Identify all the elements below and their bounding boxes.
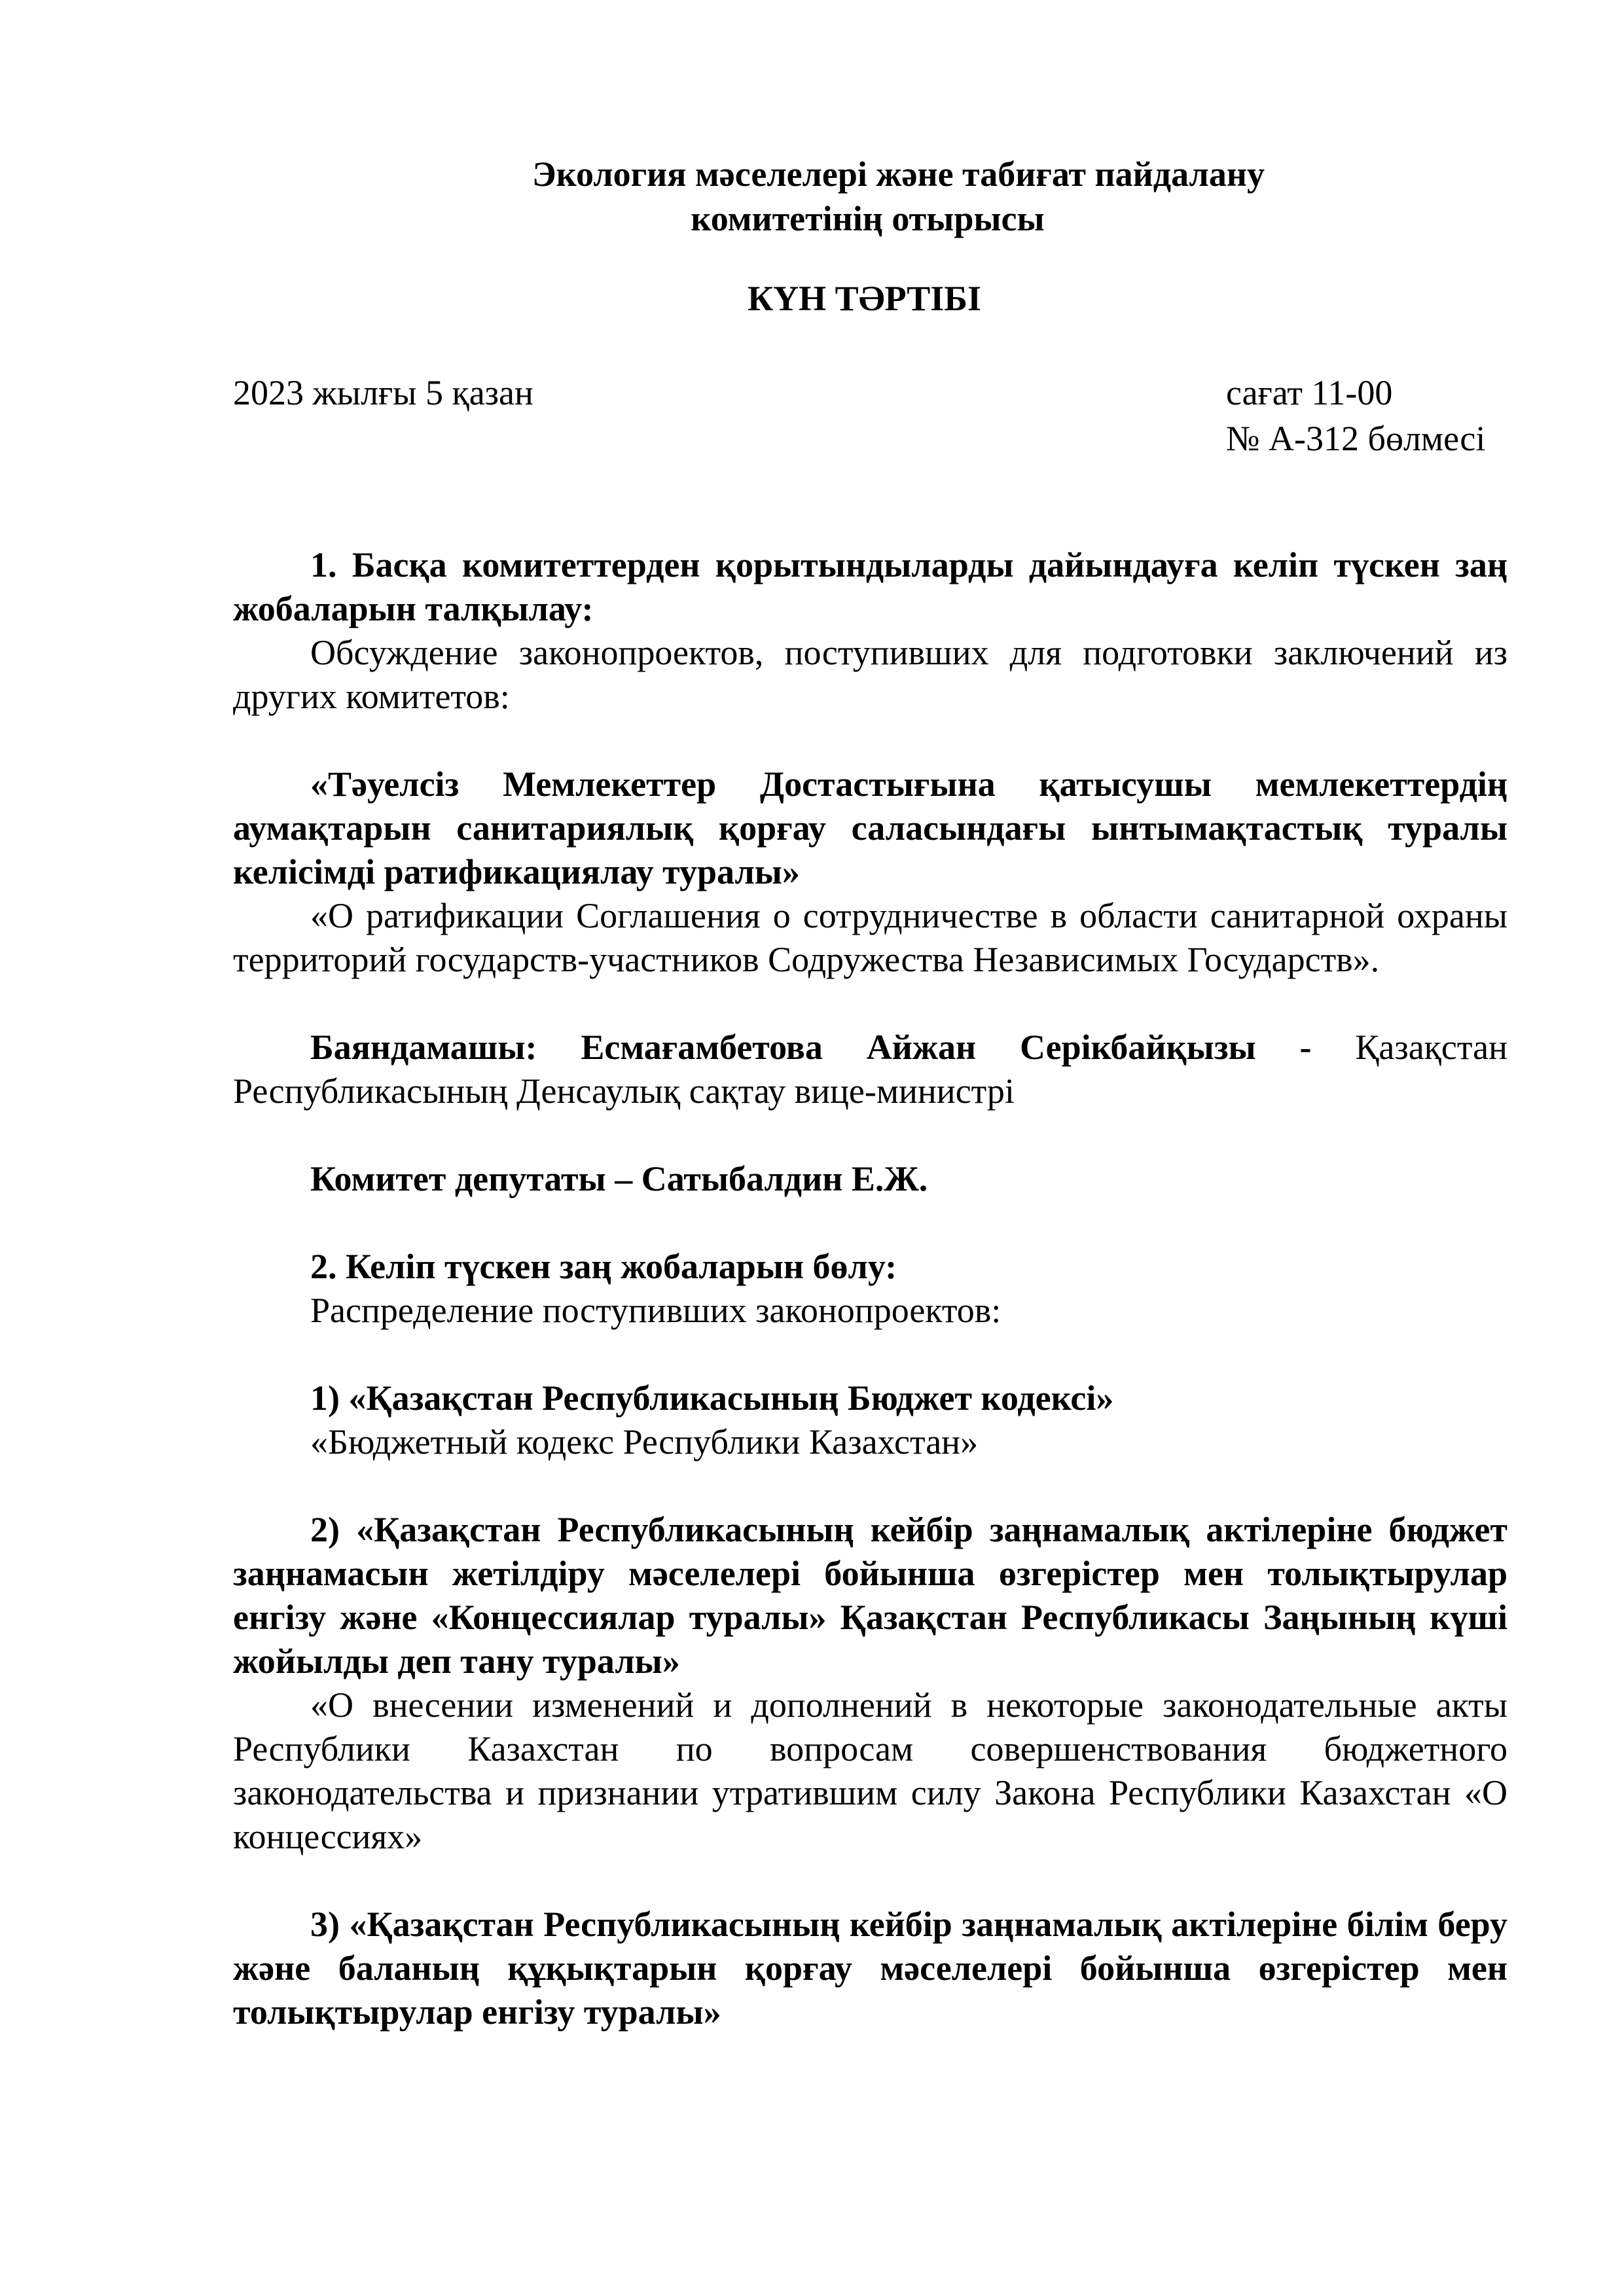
- meeting-time: сағат 11-00: [1226, 373, 1393, 412]
- spacer: [233, 1464, 1507, 1508]
- subitem-1-kazakh: 1) «Қазақстан Республикасының Бюджет кодексі»: [310, 1378, 1114, 1418]
- committee-deputy: Комитет депутаты – Сатыбалдин Е.Ж.: [310, 1159, 928, 1198]
- spacer: [233, 1333, 1507, 1376]
- committee-title: [0, 152, 1624, 241]
- agenda-body: [233, 543, 1507, 2034]
- committee-title-line-2: комитетінің отырысы: [691, 199, 1045, 238]
- speaker-role: Қазақстан Республикасының Денсаулық сақтау вице-министрі: [233, 1028, 1507, 1111]
- spacer: [233, 1113, 1507, 1157]
- subitem-3-kazakh: 3) «Қазақстан Республикасының кейбір заңнамалық актілеріне білім беру және баланың құқықтарын қорғау мәселелері бойынша өзгерістер мен толықтырулар енгізу туралы»: [233, 1905, 1507, 2032]
- committee-title-line-1: Экология мәселелері және табиғат пайдалану: [532, 154, 1265, 194]
- subitem-2-kazakh: 2) «Қазақстан Республикасының кейбір заңнамалық актілеріне бюджет заңнамасын жетілдіру мәселелері бойынша өзгерістер мен толықтырулар енгізу және «Концессиялар туралы» Қазақстан Республикасы Заңының күші жойылды деп тану туралы»: [233, 1510, 1507, 1681]
- meeting-date: 2023 жылғы 5 қазан: [233, 373, 533, 412]
- subitem-1-russian: «Бюджетный кодекс Республики Казахстан»: [310, 1422, 979, 1462]
- item-2-title: 2. Келіп түскен заң жобаларын бөлу:: [310, 1247, 897, 1286]
- spacer: [233, 1859, 1507, 1903]
- subitem-2-russian: «О внесении изменений и дополнений в некоторые законодательные акты Республики Казахстан по вопросам совершенствования бюджетного законодательства и признании утратившим силу Закона Республики Казахстан «О концессиях»: [233, 1685, 1507, 1856]
- meeting-room: № А-312 бөлмесі: [1226, 419, 1486, 458]
- item-1-russian: Обсуждение законопроектов, поступивших для подготовки заключений из других комитетов:: [233, 633, 1507, 716]
- agenda-title: КҮН ТӘРТІБІ: [748, 279, 981, 318]
- spacer: [233, 1201, 1507, 1245]
- bill-1-kazakh: «Тәуелсіз Мемлекеттер Достастығына қатысушы мемлекеттердің аумақтарын санитариялық қорғау саласындағы ынтымақтастық туралы келісімді ратификациялау туралы»: [233, 764, 1507, 891]
- spacer: [233, 719, 1507, 762]
- speaker-label: Баяндамашы: Есмағамбетова Айжан Серікбайқызы -: [310, 1028, 1312, 1067]
- speaker-paragraph: [233, 1026, 1507, 1113]
- item-2-russian: Распределение поступивших законопроектов:: [310, 1291, 1001, 1330]
- bill-1-russian: «О ратификации Соглашения о сотрудничестве в области санитарной охраны территорий государств-участников Содружества Независимых Государств».: [233, 896, 1507, 979]
- item-1-title: 1. Басқа комитеттерден қорытындыларды дайындауға келіп түскен заң жобаларын талқылау:: [233, 545, 1507, 628]
- spacer: [233, 982, 1507, 1026]
